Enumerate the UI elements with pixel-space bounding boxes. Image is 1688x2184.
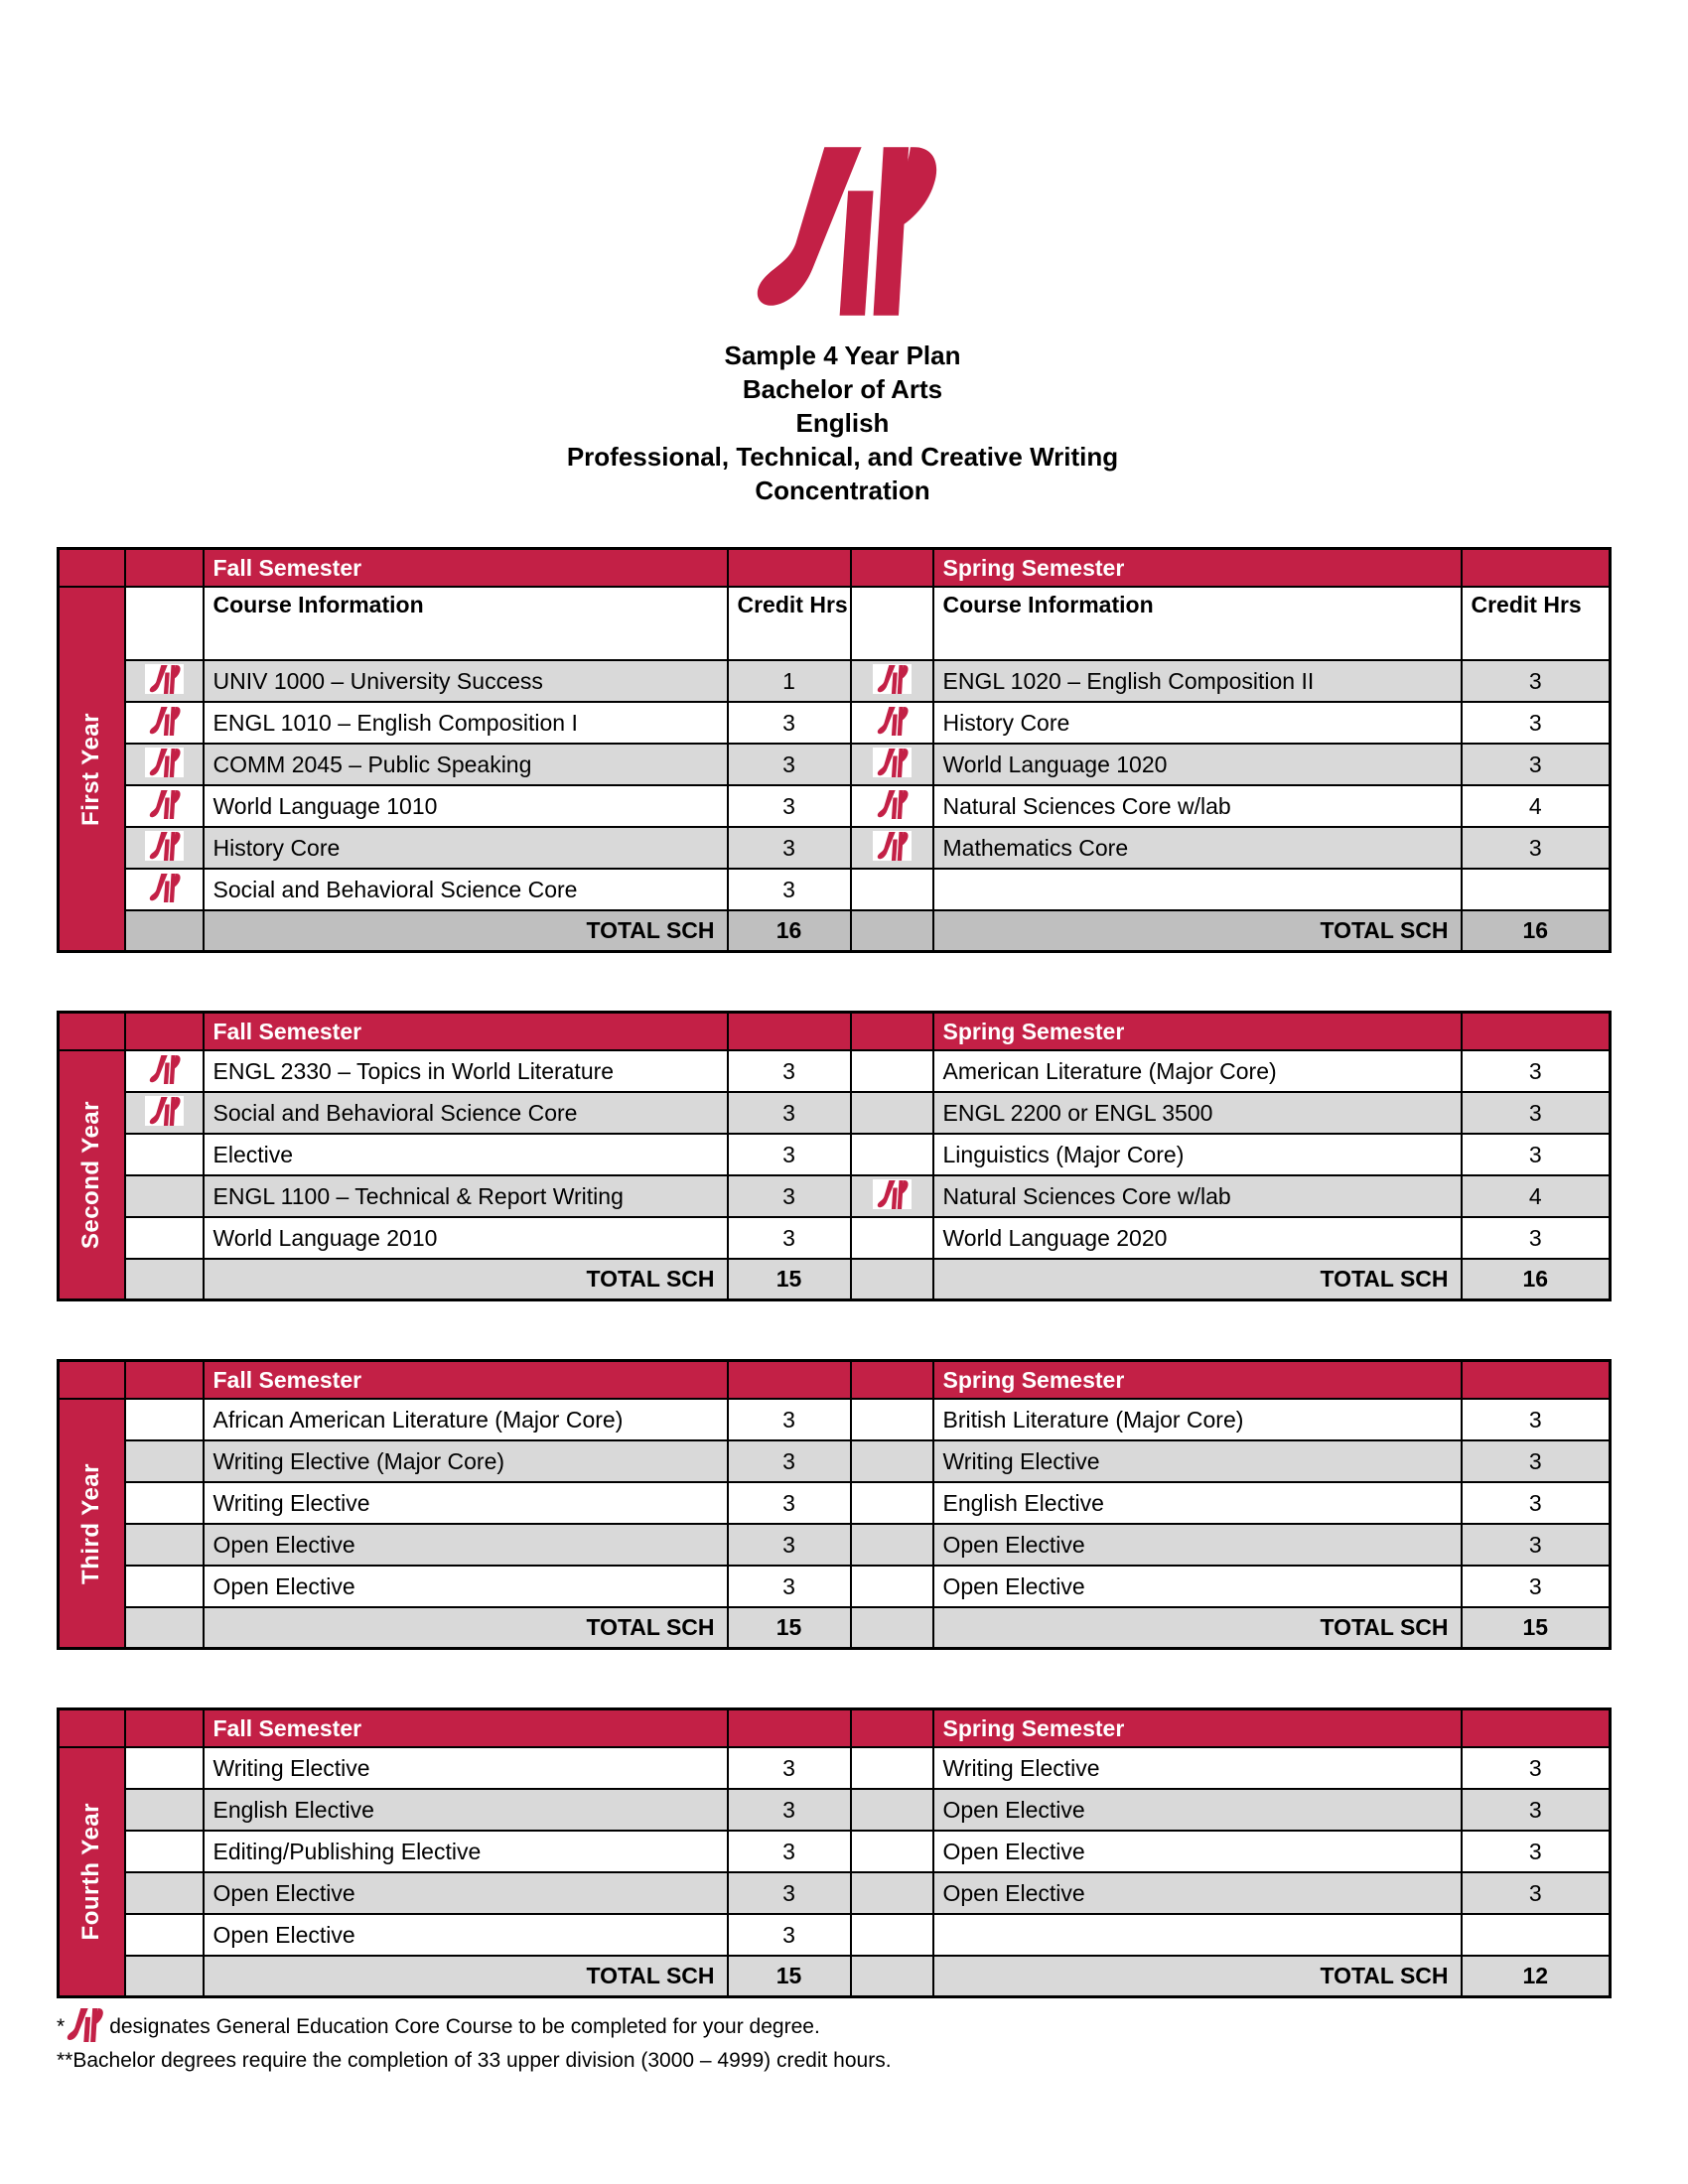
total-sch-value: 12 — [1462, 1956, 1611, 1997]
icon-cell — [851, 1399, 933, 1440]
icon-header-cell — [125, 1013, 204, 1051]
credit-hours-cell: 3 — [728, 1872, 851, 1914]
course-name-cell: World Language 1010 — [204, 785, 728, 827]
course-row — [59, 1914, 1611, 1956]
credit-hours-cell: 3 — [728, 1050, 851, 1092]
year-label: Second Year — [77, 1100, 105, 1250]
course-row — [59, 1831, 1611, 1872]
course-name-cell: American Literature (Major Core) — [933, 1050, 1462, 1092]
credit-hours-cell: 3 — [1462, 1789, 1611, 1831]
icon-cell — [851, 869, 933, 910]
course-name-cell: Writing Elective — [933, 1747, 1462, 1789]
credit-hours-cell: 3 — [728, 1399, 851, 1440]
course-row — [59, 1566, 1611, 1607]
ap-core-icon — [873, 831, 912, 861]
course-name-cell: Social and Behavioral Science Core — [204, 1092, 728, 1134]
icon-cell — [125, 1399, 204, 1440]
credit-hrs-header: Credit Hrs — [728, 587, 851, 660]
course-name-cell: Writing Elective — [933, 1440, 1462, 1482]
course-info-header: Course Information — [933, 587, 1462, 660]
icon-cell — [125, 1566, 204, 1607]
ap-core-icon — [145, 831, 184, 861]
credit-header-spacer — [728, 1709, 851, 1748]
icon-cell — [851, 1092, 933, 1134]
course-row — [59, 1092, 1611, 1134]
course-name-cell: History Core — [933, 702, 1462, 744]
ap-core-icon — [873, 664, 912, 694]
year-band — [59, 1747, 125, 1997]
course-name-cell — [933, 1914, 1462, 1956]
total-sch-label: TOTAL SCH — [933, 1259, 1462, 1300]
icon-cell — [125, 702, 204, 744]
course-row — [59, 744, 1611, 785]
course-name-cell: African American Literature (Major Core) — [204, 1399, 728, 1440]
ap-core-icon — [873, 706, 912, 736]
title-line-concentration-word: Concentration — [755, 476, 930, 505]
total-row — [59, 1956, 1611, 1997]
credit-hours-cell: 3 — [1462, 1050, 1611, 1092]
footnote-double-asterisk: ** — [57, 2049, 73, 2072]
course-name-cell: World Language 1020 — [933, 744, 1462, 785]
icon-header-cell — [851, 1013, 933, 1051]
footnote-upper-division-text: Bachelor degrees require the completion of 33 upper division (3000 – 4999) credit hours. — [72, 2049, 892, 2072]
credit-hours-cell: 3 — [728, 1175, 851, 1217]
icon-cell — [851, 1831, 933, 1872]
course-name-cell: English Elective — [933, 1482, 1462, 1524]
ap-core-icon — [873, 1179, 912, 1209]
credit-hours-cell: 3 — [728, 869, 851, 910]
ap-core-icon — [873, 789, 912, 819]
credit-hours-cell: 3 — [728, 702, 851, 744]
icon-cell — [851, 1872, 933, 1914]
credit-header-spacer — [1462, 1013, 1611, 1051]
total-row — [59, 1259, 1611, 1300]
icon-cell — [125, 1914, 204, 1956]
year-band — [59, 587, 125, 952]
course-name-cell: Natural Sciences Core w/lab — [933, 1175, 1462, 1217]
course-name-cell: Linguistics (Major Core) — [933, 1134, 1462, 1175]
ap-core-icon — [145, 1054, 184, 1084]
course-name-cell: World Language 2010 — [204, 1217, 728, 1259]
credit-hrs-header: Credit Hrs — [1462, 587, 1611, 660]
course-name-cell: Open Elective — [933, 1872, 1462, 1914]
course-row — [59, 660, 1611, 702]
course-row — [59, 1747, 1611, 1789]
credit-hours-cell: 4 — [1462, 785, 1611, 827]
course-row — [59, 702, 1611, 744]
course-name-cell: Writing Elective — [204, 1482, 728, 1524]
ap-core-icon — [873, 748, 912, 777]
icon-cell — [851, 1482, 933, 1524]
credit-hours-cell: 1 — [728, 660, 851, 702]
total-sch-label: TOTAL SCH — [933, 1956, 1462, 1997]
credit-hours-cell: 3 — [728, 785, 851, 827]
year-plan-table-first-year — [57, 547, 1612, 953]
icon-cell — [851, 1050, 933, 1092]
footnote-upper-division — [57, 2046, 1628, 2076]
course-row — [59, 1050, 1611, 1092]
credit-hours-cell: 3 — [728, 744, 851, 785]
spring-semester-header: Spring Semester — [933, 1013, 1462, 1051]
ap-core-icon — [145, 1096, 184, 1126]
icon-cell — [851, 1566, 933, 1607]
year-header-cell — [59, 1709, 125, 1748]
credit-hours-cell: 3 — [728, 1134, 851, 1175]
credit-hours-cell: 3 — [1462, 1217, 1611, 1259]
title-line-degree: Bachelor of Arts — [742, 374, 943, 404]
total-sch-value: 16 — [1462, 1259, 1611, 1300]
credit-hours-cell: 3 — [728, 1566, 851, 1607]
icon-header-cell — [851, 549, 933, 588]
icon-cell — [851, 1259, 933, 1300]
credit-hours-cell: 3 — [1462, 1831, 1611, 1872]
year-header-cell — [59, 1013, 125, 1051]
icon-cell — [125, 1607, 204, 1649]
icon-cell — [851, 744, 933, 785]
credit-hours-cell: 3 — [1462, 827, 1611, 869]
footnote-asterisk: * — [57, 2015, 66, 2038]
course-row — [59, 1134, 1611, 1175]
course-name-cell: Open Elective — [204, 1524, 728, 1566]
credit-header-spacer — [728, 1013, 851, 1051]
course-row — [59, 1399, 1611, 1440]
course-name-cell: Editing/Publishing Elective — [204, 1831, 728, 1872]
icon-cell — [125, 1217, 204, 1259]
icon-cell — [851, 1747, 933, 1789]
credit-hours-cell: 3 — [728, 1524, 851, 1566]
icon-cell — [851, 785, 933, 827]
icon-cell — [125, 1440, 204, 1482]
footnotes — [57, 2008, 1628, 2076]
course-name-cell: History Core — [204, 827, 728, 869]
credit-hours-cell: 3 — [728, 1440, 851, 1482]
icon-cell — [851, 1175, 933, 1217]
icon-header-cell — [125, 1361, 204, 1400]
course-name-cell: ENGL 1010 – English Composition I — [204, 702, 728, 744]
course-row — [59, 1872, 1611, 1914]
credit-hours-cell: 3 — [1462, 1092, 1611, 1134]
course-name-cell: Open Elective — [204, 1914, 728, 1956]
icon-cell — [851, 660, 933, 702]
year-header-cell — [59, 549, 125, 588]
course-name-cell: World Language 2020 — [933, 1217, 1462, 1259]
credit-header-spacer — [1462, 549, 1611, 588]
page-title — [57, 339, 1628, 507]
spring-semester-header: Spring Semester — [933, 1361, 1462, 1400]
icon-header-cell — [851, 1361, 933, 1400]
icon-cell — [125, 1092, 204, 1134]
course-name-cell: Social and Behavioral Science Core — [204, 869, 728, 910]
course-name-cell: ENGL 2200 or ENGL 3500 — [933, 1092, 1462, 1134]
credit-header-spacer — [1462, 1361, 1611, 1400]
credit-hours-cell: 3 — [1462, 1566, 1611, 1607]
total-sch-value: 16 — [1462, 910, 1611, 952]
course-name-cell: Open Elective — [933, 1524, 1462, 1566]
footnote-core-text: designates General Education Core Course to be completed for your degree. — [109, 2015, 820, 2038]
logo-container — [57, 0, 1628, 321]
course-name-cell: Open Elective — [933, 1566, 1462, 1607]
credit-hours-cell: 3 — [1462, 1134, 1611, 1175]
year-plan-table-third-year — [57, 1359, 1612, 1650]
semester-header-row — [59, 549, 1611, 588]
course-info-header: Course Information — [204, 587, 728, 660]
course-name-cell: Open Elective — [933, 1831, 1462, 1872]
university-logo-icon — [749, 147, 937, 316]
credit-hours-cell: 3 — [1462, 1872, 1611, 1914]
icon-cell — [125, 1050, 204, 1092]
total-row — [59, 910, 1611, 952]
icon-cell — [851, 1607, 933, 1649]
icon-cell — [851, 1134, 933, 1175]
total-sch-value: 15 — [728, 1607, 851, 1649]
course-name-cell: ENGL 2330 – Topics in World Literature — [204, 1050, 728, 1092]
fall-semester-header: Fall Semester — [204, 1013, 728, 1051]
total-sch-label: TOTAL SCH — [933, 1607, 1462, 1649]
fall-semester-header: Fall Semester — [204, 1709, 728, 1748]
course-name-cell: ENGL 1020 – English Composition II — [933, 660, 1462, 702]
icon-cell — [851, 1956, 933, 1997]
icon-cell — [851, 827, 933, 869]
credit-hours-cell: 3 — [728, 827, 851, 869]
credit-hours-cell: 3 — [1462, 1524, 1611, 1566]
total-sch-label: TOTAL SCH — [204, 1607, 728, 1649]
year-label: Third Year — [77, 1462, 105, 1584]
credit-hours-cell: 3 — [728, 1482, 851, 1524]
credit-hours-cell: 3 — [1462, 744, 1611, 785]
credit-hours-cell: 3 — [728, 1747, 851, 1789]
ap-core-icon — [145, 873, 184, 902]
credit-header-spacer — [1462, 1709, 1611, 1748]
credit-hours-cell: 3 — [1462, 1747, 1611, 1789]
credit-hours-cell: 3 — [1462, 1399, 1611, 1440]
course-name-cell: Open Elective — [933, 1789, 1462, 1831]
icon-cell — [125, 1747, 204, 1789]
semester-header-row — [59, 1013, 1611, 1051]
credit-hours-cell: 3 — [728, 1789, 851, 1831]
year-band — [59, 1399, 125, 1649]
credit-hours-cell: 3 — [728, 1092, 851, 1134]
total-sch-label: TOTAL SCH — [204, 1259, 728, 1300]
credit-hours-cell: 3 — [1462, 702, 1611, 744]
total-sch-label: TOTAL SCH — [204, 910, 728, 952]
icon-cell — [851, 1440, 933, 1482]
icon-cell — [851, 1789, 933, 1831]
year-band — [59, 1050, 125, 1300]
icon-cell — [125, 1956, 204, 1997]
icon-cell — [851, 587, 933, 660]
spring-semester-header: Spring Semester — [933, 549, 1462, 588]
course-name-cell: UNIV 1000 – University Success — [204, 660, 728, 702]
year-label: Fourth Year — [77, 1803, 105, 1941]
icon-cell — [125, 827, 204, 869]
ap-core-icon — [145, 664, 184, 694]
course-row — [59, 1482, 1611, 1524]
total-sch-label: TOTAL SCH — [933, 910, 1462, 952]
fall-semester-header: Fall Semester — [204, 1361, 728, 1400]
spring-semester-header: Spring Semester — [933, 1709, 1462, 1748]
total-sch-value: 16 — [728, 910, 851, 952]
title-line-plan: Sample 4 Year Plan — [724, 341, 961, 370]
course-row — [59, 1217, 1611, 1259]
icon-cell — [125, 744, 204, 785]
total-sch-value: 15 — [728, 1259, 851, 1300]
icon-cell — [125, 910, 204, 952]
icon-header-cell — [125, 1709, 204, 1748]
credit-hours-cell — [1462, 869, 1611, 910]
course-name-cell — [933, 869, 1462, 910]
credit-header-spacer — [728, 549, 851, 588]
semester-header-row — [59, 1709, 1611, 1748]
icon-header-cell — [851, 1709, 933, 1748]
icon-cell — [125, 1524, 204, 1566]
credit-hours-cell: 3 — [728, 1831, 851, 1872]
credit-hours-cell — [1462, 1914, 1611, 1956]
icon-cell — [125, 1259, 204, 1300]
title-line-concentration: Professional, Technical, and Creative Writing — [566, 442, 1119, 472]
icon-cell — [125, 1872, 204, 1914]
course-row — [59, 1789, 1611, 1831]
course-row — [59, 869, 1611, 910]
semester-header-row — [59, 1361, 1611, 1400]
ap-core-icon — [145, 748, 184, 777]
icon-cell — [125, 1482, 204, 1524]
course-row — [59, 1524, 1611, 1566]
column-header-row — [59, 587, 1611, 660]
icon-cell — [851, 1524, 933, 1566]
course-name-cell: Writing Elective — [204, 1747, 728, 1789]
course-name-cell: Open Elective — [204, 1872, 728, 1914]
fall-semester-header: Fall Semester — [204, 549, 728, 588]
course-name-cell: Elective — [204, 1134, 728, 1175]
icon-cell — [851, 1914, 933, 1956]
ap-core-icon — [145, 706, 184, 736]
icon-cell — [125, 1789, 204, 1831]
icon-cell — [125, 785, 204, 827]
credit-header-spacer — [728, 1361, 851, 1400]
icon-cell — [851, 910, 933, 952]
ap-core-icon — [66, 2008, 103, 2042]
ap-core-icon — [145, 789, 184, 819]
total-sch-label: TOTAL SCH — [204, 1956, 728, 1997]
total-sch-value: 15 — [1462, 1607, 1611, 1649]
credit-hours-cell: 3 — [728, 1217, 851, 1259]
year-plan-table-fourth-year — [57, 1707, 1612, 1998]
course-name-cell: ENGL 1100 – Technical & Report Writing — [204, 1175, 728, 1217]
course-row — [59, 1440, 1611, 1482]
icon-cell — [125, 587, 204, 660]
course-name-cell: COMM 2045 – Public Speaking — [204, 744, 728, 785]
credit-hours-cell: 3 — [1462, 660, 1611, 702]
icon-cell — [125, 660, 204, 702]
icon-cell — [125, 1175, 204, 1217]
course-name-cell: English Elective — [204, 1789, 728, 1831]
total-sch-value: 15 — [728, 1956, 851, 1997]
course-name-cell: Writing Elective (Major Core) — [204, 1440, 728, 1482]
footnote-core-designation — [57, 2008, 1628, 2042]
course-name-cell: Open Elective — [204, 1566, 728, 1607]
course-name-cell: British Literature (Major Core) — [933, 1399, 1462, 1440]
credit-hours-cell: 3 — [1462, 1440, 1611, 1482]
icon-cell — [851, 1217, 933, 1259]
course-row — [59, 827, 1611, 869]
course-name-cell: Natural Sciences Core w/lab — [933, 785, 1462, 827]
course-name-cell: Mathematics Core — [933, 827, 1462, 869]
icon-cell — [125, 1134, 204, 1175]
icon-cell — [851, 702, 933, 744]
icon-header-cell — [125, 549, 204, 588]
year-label: First Year — [77, 712, 105, 826]
course-row — [59, 785, 1611, 827]
icon-cell — [125, 1831, 204, 1872]
year-header-cell — [59, 1361, 125, 1400]
credit-hours-cell: 3 — [1462, 1482, 1611, 1524]
icon-cell — [125, 869, 204, 910]
title-line-major: English — [795, 408, 890, 438]
credit-hours-cell: 3 — [728, 1914, 851, 1956]
total-row — [59, 1607, 1611, 1649]
year-plan-table-second-year — [57, 1011, 1612, 1301]
course-row — [59, 1175, 1611, 1217]
credit-hours-cell: 4 — [1462, 1175, 1611, 1217]
